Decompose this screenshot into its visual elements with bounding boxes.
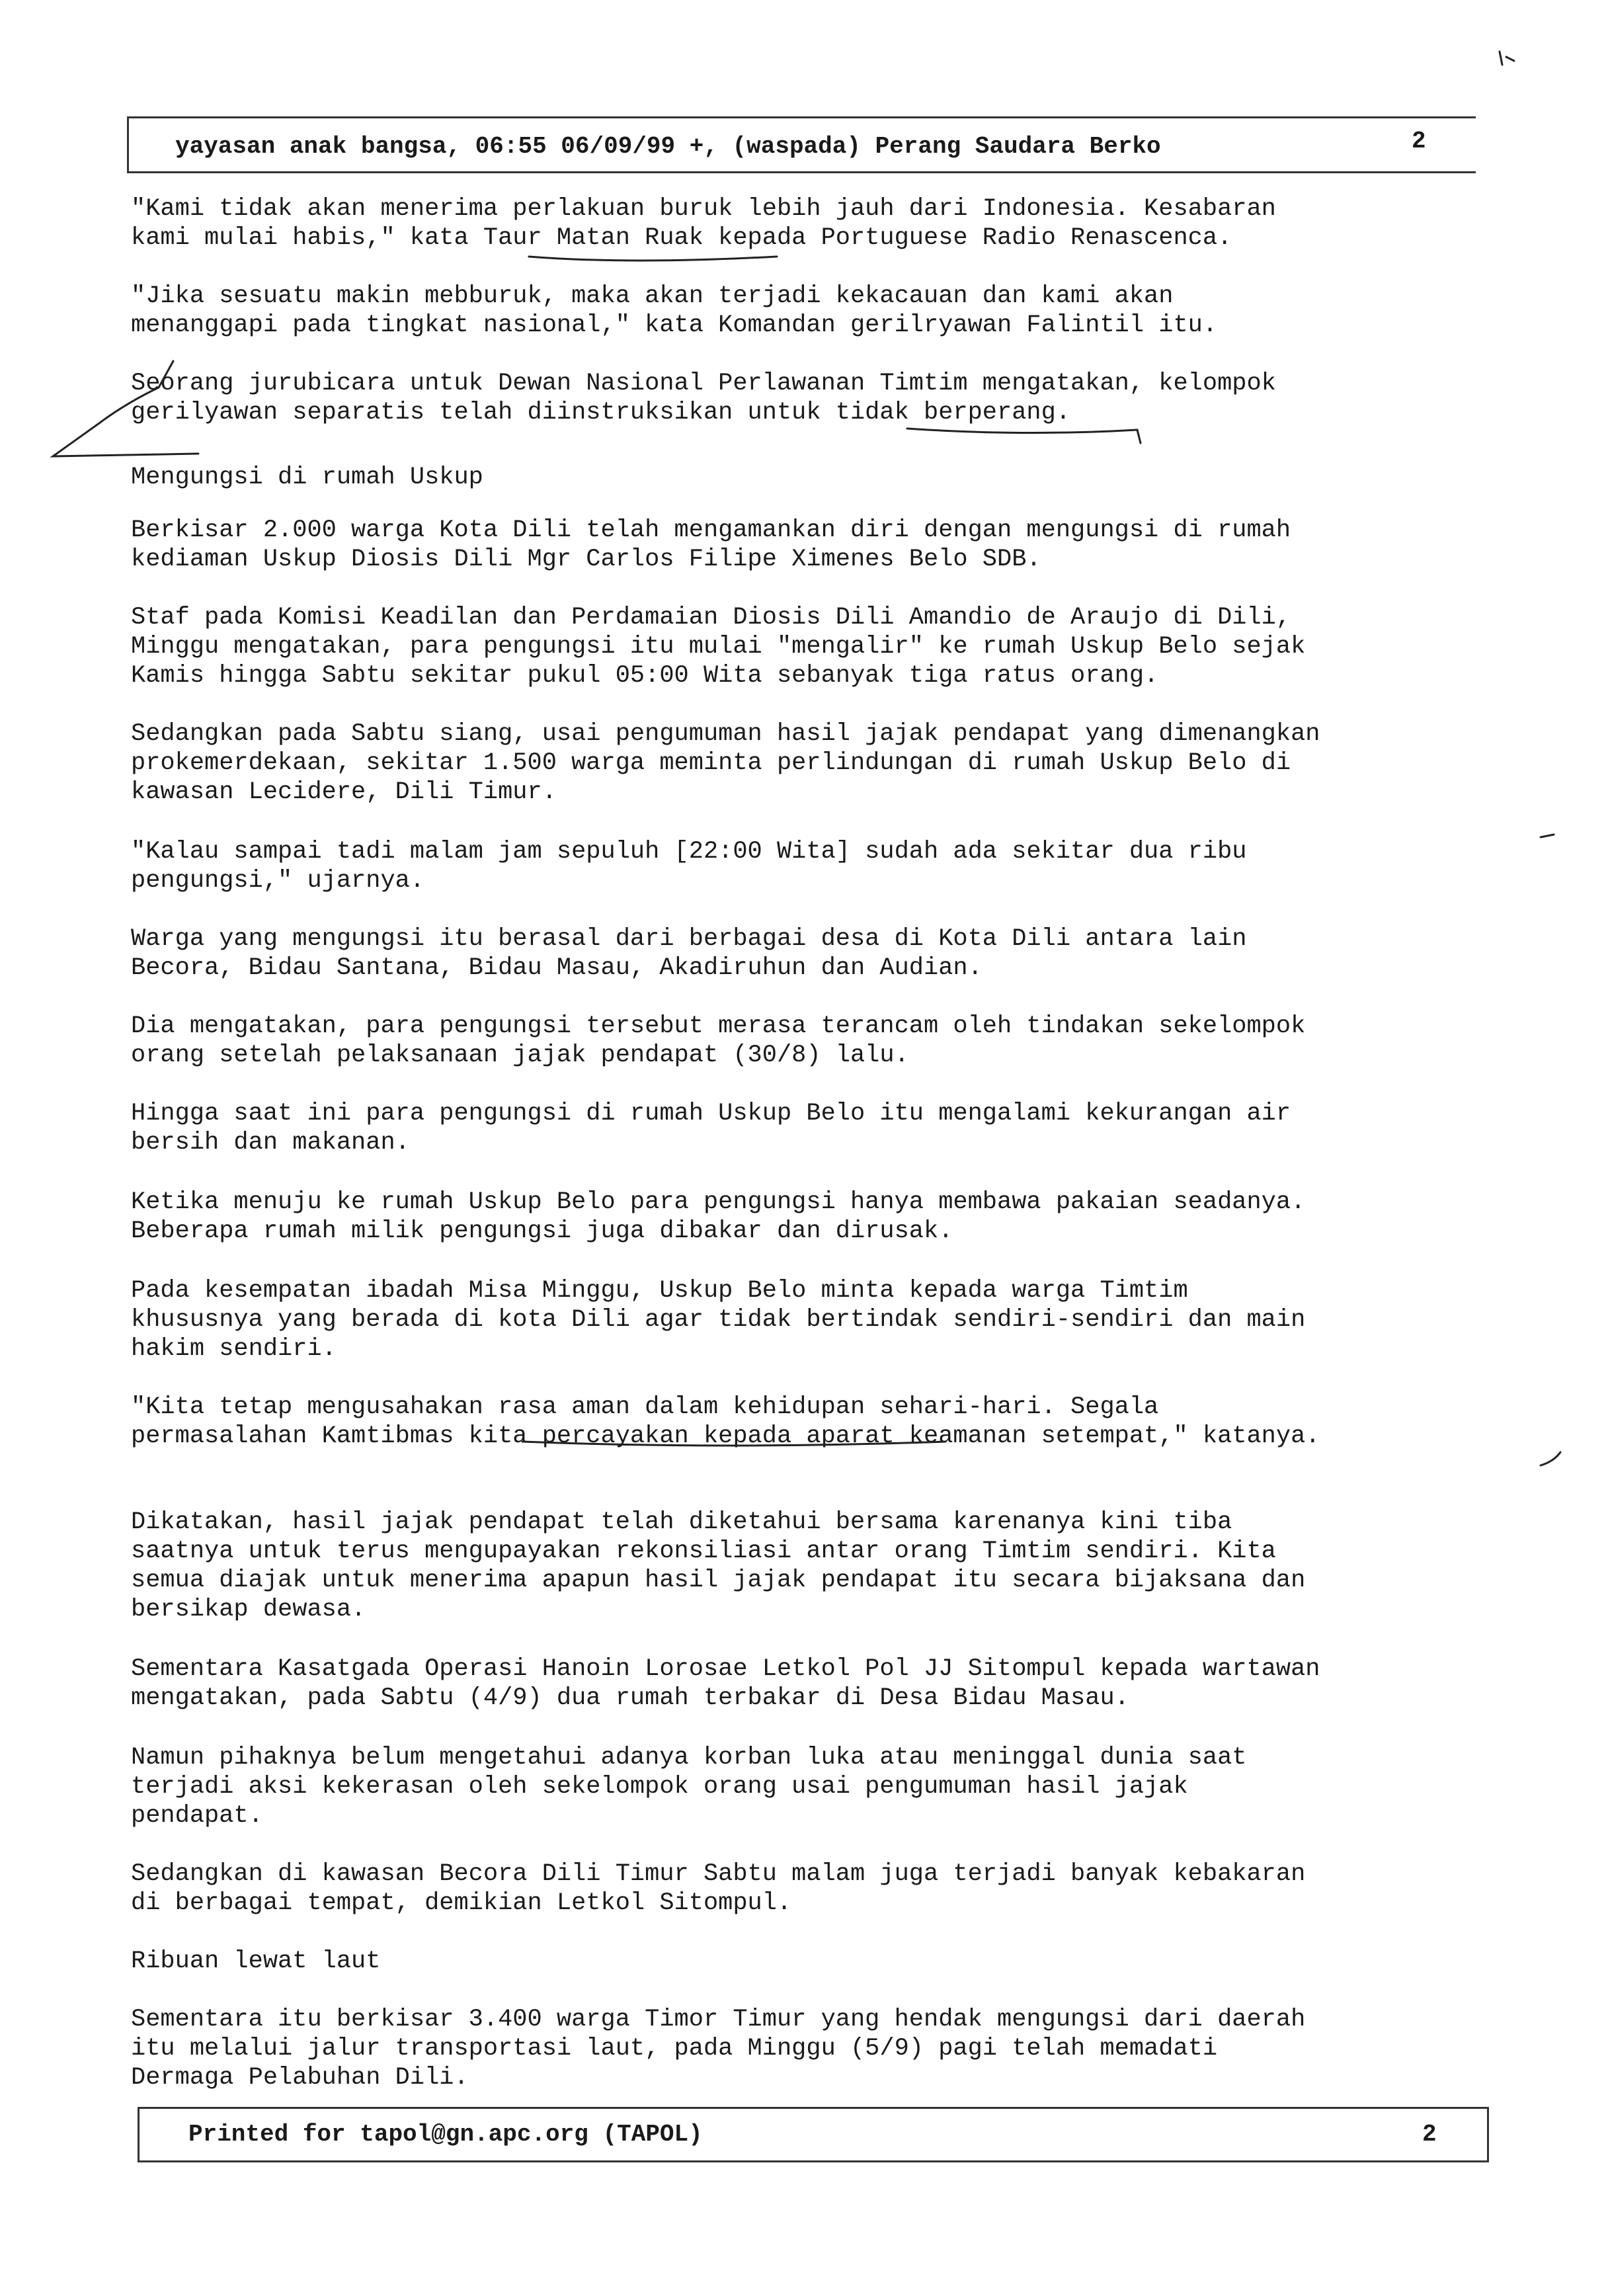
paragraph: Namun pihaknya belum mengetahui adanya korban luka atau meninggal dunia saat terjadi aksi kekerasan oleh sekelompok orang usai pengumuman hasil jajak pendapat. <box>131 1744 1247 1830</box>
stray-mark <box>1500 52 1502 65</box>
page-header <box>127 116 1476 173</box>
paragraph: Sementara Kasatgada Operasi Hanoin Lorosae Letkol Pol JJ Sitompul kepada wartawan mengatakan, pada Sabtu (4/9) dua rumah terbakar di Desa Bidau Masau. <box>131 1655 1320 1712</box>
paragraph: Seorang jurubicara untuk Dewan Nasional Perlawanan Timtim mengatakan, kelompok gerilyawan separatis telah diinstruksikan untuk tidak berperang. <box>131 370 1276 427</box>
paragraph: "Kita tetap mengusahakan rasa aman dalam kehidupan sehari-hari. Segala permasalahan Kamtibmas kita percayakan kepada aparat keamanan setempat," katanya. <box>131 1393 1320 1450</box>
paragraph: "Kami tidak akan menerima perlakuan buruk lebih jauh dari Indonesia. Kesabaran kami mulai habis," kata Taur Matan Ruak kepada Portuguese Radio Renascenca. <box>131 195 1276 252</box>
footer-page-number: 2 <box>1422 2121 1437 2148</box>
paragraph: "Jika sesuatu makin mebburuk, maka akan terjadi kekacauan dan kami akan menanggapi pada tingkat nasional," kata Komandan gerilryawan Falintil itu. <box>131 282 1218 339</box>
paragraph: Dia mengatakan, para pengungsi tersebut merasa terancam oleh tindakan sekelompok orang setelah pelaksanaan jajak pendapat (30/8) lalu. <box>131 1012 1306 1069</box>
underline-mark <box>907 429 1141 443</box>
section-heading: Ribuan lewat laut <box>131 1948 381 1975</box>
paragraph: Ketika menuju ke rumah Uskup Belo para pengungsi hanya membawa pakaian seadanya. Beberapa rumah milik pengungsi juga dibakar dan dirusak. <box>131 1188 1306 1245</box>
paragraph: Staf pada Komisi Keadilan dan Perdamaian Diosis Dili Amandio de Araujo di Dili, Minggu mengatakan, para pengungsi itu mulai "mengalir" ke rumah Uskup Belo sejak Kamis hingga Sabtu sekitar pukul 05:00 Wita sebanyak tiga ratus orang. <box>131 604 1306 690</box>
page-footer <box>138 2107 1489 2162</box>
paragraph: "Kalau sampai tadi malam jam sepuluh [22:00 Wita] sudah ada sekitar dua ribu pengungsi," ujarnya. <box>131 838 1247 895</box>
stray-mark <box>1541 835 1554 837</box>
header-page-number: 2 <box>1412 128 1426 155</box>
header-text: yayasan anak bangsa, 06:55 06/09/99 +, (waspada) Perang Saudara Berko <box>175 133 1161 160</box>
section-heading: Mengungsi di rumah Uskup <box>131 464 483 491</box>
stray-mark <box>1541 1452 1560 1465</box>
paragraph: Warga yang mengungsi itu berasal dari berbagai desa di Kota Dili antara lain Becora, Bidau Santana, Bidau Masau, Akadiruhun dan Audian. <box>131 925 1247 982</box>
underline-mark <box>529 257 777 261</box>
paragraph: Dikatakan, hasil jajak pendapat telah diketahui bersama karenanya kini tiba saatnya untuk terus mengupayakan rekonsiliasi antar orang Timtim sendiri. Kita semua diajak untuk menerima apapun hasil jajak pendapat itu secara bijaksana dan bersikap dewasa. <box>131 1508 1306 1623</box>
footer-text: Printed for tapol@gn.apc.org (TAPOL) <box>188 2121 703 2148</box>
paragraph: Hingga saat ini para pengungsi di rumah Uskup Belo itu mengalami kekurangan air bersih dan makanan. <box>131 1100 1291 1157</box>
paragraph: Sementara itu berkisar 3.400 warga Timor Timur yang hendak mengungsi dari daerah itu melalui jalur transportasi laut, pada Minggu (5/9) pagi telah memadati Dermaga Pelabuhan Dili. <box>131 2006 1306 2092</box>
paragraph: Sedangkan pada Sabtu siang, usai pengumuman hasil jajak pendapat yang dimenangkan prokemerdekaan, sekitar 1.500 warga meminta perlindungan di rumah Uskup Belo di kawasan Lecidere, Dili Timur. <box>131 720 1320 806</box>
paragraph: Berkisar 2.000 warga Kota Dili telah mengamankan diri dengan mengungsi di rumah kediaman Uskup Diosis Dili Mgr Carlos Filipe Ximenes Belo SDB. <box>131 516 1291 573</box>
paragraph: Pada kesempatan ibadah Misa Minggu, Uskup Belo minta kepada warga Timtim khususnya yang berada di kota Dili agar tidak bertindak sendiri-sendiri dan main hakim sendiri. <box>131 1277 1306 1363</box>
paragraph: Sedangkan di kawasan Becora Dili Timur Sabtu malam juga terjadi banyak kebakaran di berbagai tempat, demikian Letkol Sitompul. <box>131 1860 1306 1917</box>
stray-mark <box>1506 57 1514 61</box>
